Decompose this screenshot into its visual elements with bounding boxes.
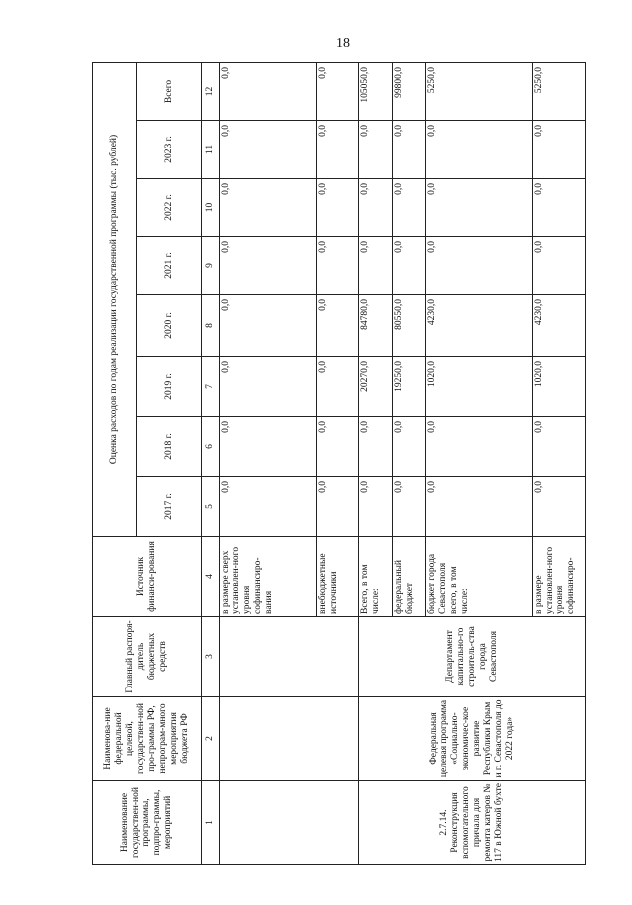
value-cell: 0,0 [426, 237, 533, 295]
value-cell: 0,0 [532, 237, 585, 295]
value-cell: 0,0 [359, 237, 392, 295]
value-cell: 0,0 [219, 295, 317, 357]
header-year: 2017 г. [137, 477, 201, 537]
header-year: 2019 г. [137, 357, 201, 417]
header-year: 2021 г. [137, 237, 201, 295]
value-cell: 105050,0 [359, 62, 392, 120]
value-cell: 0,0 [532, 179, 585, 237]
header-year: 2018 г. [137, 417, 201, 477]
value-cell: 0,0 [392, 121, 425, 179]
header-col1: Наименование государствен-ной программы, подпро-граммы, мероприятий [93, 781, 202, 865]
column-index: 1 [201, 781, 219, 865]
value-cell: 19250,0 [392, 357, 425, 417]
source-cell: внебюджетные источники [317, 537, 359, 617]
column-index: 2 [201, 697, 219, 781]
value-cell: 0,0 [219, 121, 317, 179]
column-index: 6 [201, 417, 219, 477]
value-cell: 0,0 [317, 179, 359, 237]
value-cell: 4230,0 [532, 295, 585, 357]
value-cell: 0,0 [359, 477, 392, 537]
value-cell: 0,0 [392, 237, 425, 295]
value-cell: 1020,0 [426, 357, 533, 417]
header-col4: Источник финанси-рования [93, 537, 202, 617]
value-cell: 0,0 [359, 417, 392, 477]
value-cell: 0,0 [219, 477, 317, 537]
column-index: 9 [201, 237, 219, 295]
value-cell: 0,0 [317, 295, 359, 357]
header-total: Всего [137, 62, 201, 120]
value-cell: 5250,0 [532, 62, 585, 120]
column-index: 8 [201, 295, 219, 357]
value-cell: 0,0 [426, 179, 533, 237]
value-cell: 0,0 [219, 179, 317, 237]
program-name: Федеральная целевая программа «Социально-экономичес-кое развитие Республики Крым и г. Севастополя до 2022 года» [359, 697, 586, 781]
measure-name: 2.7.14. Реконструкция вспомогательного причала для ремонта катеров № 117 в Южной бухте [359, 781, 586, 865]
value-cell: 0,0 [317, 121, 359, 179]
value-cell: 0,0 [317, 417, 359, 477]
value-cell: 0,0 [392, 417, 425, 477]
table-row [359, 62, 392, 864]
value-cell: 0,0 [219, 62, 317, 120]
column-index: 10 [201, 179, 219, 237]
column-index: 4 [201, 537, 219, 617]
value-cell: 0,0 [426, 121, 533, 179]
value-cell: 0,0 [219, 417, 317, 477]
value-cell: 5250,0 [426, 62, 533, 120]
header-year: 2020 г. [137, 295, 201, 357]
value-cell: 0,0 [532, 417, 585, 477]
value-cell: 84780,0 [359, 295, 392, 357]
value-cell: 0,0 [317, 357, 359, 417]
budget-manager: Департамент капитально-го строитель-ства города Севастополя [359, 617, 586, 697]
column-index: 5 [201, 477, 219, 537]
header-col3: Главный распоря-дитель бюджетных средств [93, 617, 202, 697]
table-row [219, 62, 317, 864]
value-cell: 20270,0 [359, 357, 392, 417]
source-cell: Всего, в том числе: [359, 537, 392, 617]
source-cell: бюджет города Севастополя всего, в том числе: [426, 537, 533, 617]
page-number: 18 [336, 36, 350, 51]
value-cell: 0,0 [317, 62, 359, 120]
cell-empty [219, 781, 359, 865]
value-cell: 0,0 [219, 237, 317, 295]
value-cell: 99800,0 [392, 62, 425, 120]
header-estimate: Оценка расходов по годам реализации государственной программы (тыс. рублей) [93, 62, 137, 536]
source-cell: в размере сверх установлен-ного уровня софинансиро-вания [219, 537, 317, 617]
column-index: 7 [201, 357, 219, 417]
column-index: 3 [201, 617, 219, 697]
header-col2: Наименова-ние федеральной целевой, государствен-ной про-граммы РФ, непрограм-много мероприятия бюджета РФ [93, 697, 202, 781]
value-cell: 0,0 [392, 477, 425, 537]
header-year: 2022 г. [137, 179, 201, 237]
value-cell: 80550,0 [392, 295, 425, 357]
value-cell: 0,0 [426, 477, 533, 537]
value-cell: 0,0 [219, 357, 317, 417]
value-cell: 1020,0 [532, 357, 585, 417]
value-cell: 0,0 [359, 121, 392, 179]
header-year: 2023 г. [137, 121, 201, 179]
value-cell: 0,0 [532, 477, 585, 537]
expenditure-table [92, 62, 586, 865]
value-cell: 4230,0 [426, 295, 533, 357]
source-cell: федеральный бюджет [392, 537, 425, 617]
column-index: 11 [201, 121, 219, 179]
cell-empty [219, 697, 359, 781]
rotated-table-wrapper [92, 63, 586, 865]
source-cell: в размере установлен-ного уровня софинансиро- [532, 537, 585, 617]
value-cell: 0,0 [317, 477, 359, 537]
column-index: 12 [201, 62, 219, 120]
cell-empty [219, 617, 359, 697]
value-cell: 0,0 [359, 179, 392, 237]
value-cell: 0,0 [317, 237, 359, 295]
value-cell: 0,0 [532, 121, 585, 179]
value-cell: 0,0 [392, 179, 425, 237]
value-cell: 0,0 [426, 417, 533, 477]
